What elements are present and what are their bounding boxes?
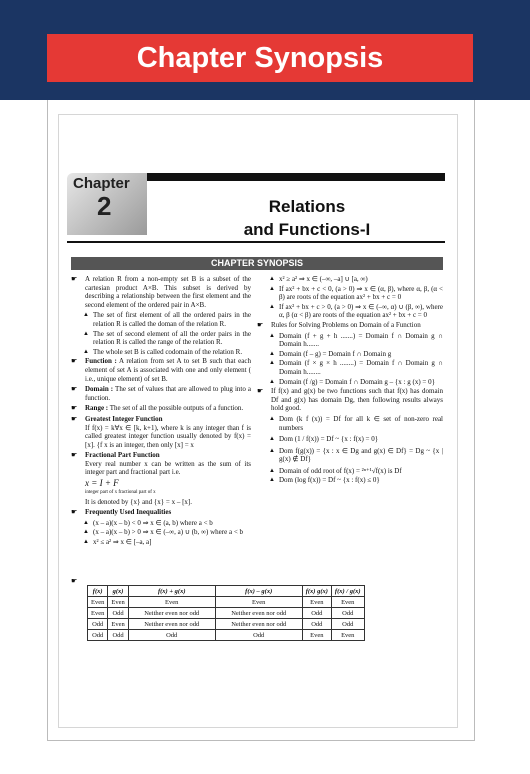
triangle-bullet-icon: ▲ <box>83 330 89 337</box>
table-cell: Odd <box>128 630 215 641</box>
table-cell: Odd <box>302 619 331 630</box>
list-item: ▲ Domain (f + g + h .......) = Domain f ∩ Domain g ∩ Domain h....... <box>269 331 443 349</box>
list-item: ▲ Domain (f × g × h ........) = Domain f ∩ Domain g ∩ Domain h........ <box>269 359 443 376</box>
pointing-hand-icon: ☛ <box>257 387 264 396</box>
triangle-bullet-icon: ▲ <box>83 348 89 355</box>
triangle-bullet-icon: ▲ <box>269 477 275 484</box>
triangle-bullet-icon: ▲ <box>269 360 275 367</box>
table-cell: Neither even nor odd <box>215 619 302 630</box>
chapter-number: 2 <box>97 191 112 221</box>
table-header: f(x) + g(x) <box>128 586 215 597</box>
table-cell: Odd <box>302 608 331 619</box>
list-item: ▲ If ax² + bx + c < 0, (a > 0) ⇒ x ∈ (α, β), where α, β, (α < β) are roots of the equation ax² + bx + c = 0 <box>269 284 443 302</box>
table-cell: Even <box>108 619 128 630</box>
table-header: g(x) <box>108 586 128 597</box>
table-row <box>88 619 365 630</box>
triangle-bullet-icon: ▲ <box>269 303 275 310</box>
chapter-word: Chapter <box>73 175 130 192</box>
fpf-equation: x = I + F <box>85 478 119 489</box>
list-item: ▲ Domain (f /g) = Domain f ∩ Domain g – {x : g (x) = 0} <box>269 377 435 386</box>
list-item: ☛ A relation R from a non-empty set B is a subset of the cartesian product A×B. This subset is derived by describing a relationship between the first element and the second element of the ordered pair in A×B. <box>71 275 251 309</box>
list-item: ▲ Dom (log f(x)) = Df ~ {x : f(x) ≤ 0} <box>269 476 380 485</box>
triangle-bullet-icon: ▲ <box>269 350 275 357</box>
triangle-bullet-icon: ▲ <box>269 276 275 282</box>
chapter-number-box <box>67 173 147 235</box>
pointing-hand-icon: ☛ <box>71 508 78 517</box>
table-cell: Odd <box>88 630 108 641</box>
triangle-bullet-icon: ▲ <box>83 519 89 526</box>
pointing-hand-icon: ☛ <box>71 357 78 366</box>
table-header: f(x) – g(x) <box>215 586 302 597</box>
right-column <box>257 275 443 486</box>
chapter-title-line1: Relations <box>268 197 346 216</box>
table-cell: Even <box>331 630 364 641</box>
list-item: ▲ The whole set B is called codomain of the relation R. <box>83 347 243 356</box>
table-cell: Odd <box>88 619 108 630</box>
list-item: ☛ Range : The set of all the possible outputs of a function. <box>71 404 244 413</box>
pointing-hand-icon: ☛ <box>71 451 78 460</box>
table-cell: Even <box>302 630 331 641</box>
table-row <box>88 630 365 641</box>
list-item: ▲ x² ≤ a² ⇒ x ∈ [–a, a] <box>83 538 152 547</box>
table-header: f(x) / g(x) <box>331 586 364 597</box>
list-item: ▲ Dom f(g(x)) = {x : x ∈ Dg and g(x) ∈ Df} = Dg ~ {x | g(x) ∉ Df} <box>269 446 443 464</box>
chapter-title-line2: and Functions-I <box>243 220 371 239</box>
list-item: ▲ Dom (1 / f(x)) = Df ~ {x : f(x) = 0} <box>269 435 379 444</box>
table-cell: Odd <box>331 619 364 630</box>
table-cell: Neither even nor odd <box>128 608 215 619</box>
left-column <box>71 275 251 548</box>
pointing-hand-icon: ☛ <box>71 414 78 423</box>
table-cell: Odd <box>108 630 128 641</box>
triangle-bullet-icon: ▲ <box>83 539 89 546</box>
list-item: ☛ Function : A relation from set A to set B such that each element of set A is associated with one and only element ( i.e., unique element) of set B. <box>71 357 251 383</box>
triangle-bullet-icon: ▲ <box>83 529 89 536</box>
table-cell: Even <box>331 597 364 608</box>
textbook-page <box>58 114 458 728</box>
table-cell: Even <box>128 597 215 608</box>
chapter-top-bar <box>147 173 445 181</box>
chapter-title <box>187 195 427 241</box>
list-item: ▲ (x – a)(x – b) < 0 ⇒ x ∈ (a, b) where a < b <box>83 518 213 527</box>
list-item: ▲ The set of first element of all the ordered pairs in the relation R is called the doman of the relation R. <box>83 311 251 328</box>
triangle-bullet-icon: ▲ <box>269 332 275 339</box>
pointing-hand-icon: ☛ <box>257 320 264 329</box>
table-cell: Odd <box>331 608 364 619</box>
table-cell: Even <box>88 597 108 608</box>
table-header-row <box>88 586 365 597</box>
table-row <box>88 608 365 619</box>
pointing-hand-icon: ☛ <box>71 577 78 585</box>
triangle-bullet-icon: ▲ <box>83 312 89 319</box>
table-cell: Odd <box>108 608 128 619</box>
table-cell: Odd <box>215 630 302 641</box>
list-item: ▲ Dom (k f (x)) = Df for all k ∈ set of non-zero real numbers <box>269 414 443 432</box>
triangle-bullet-icon: ▲ <box>269 285 275 292</box>
table-cell: Even <box>302 597 331 608</box>
fpf-labels: integer part of x fractional part of x <box>85 489 156 495</box>
triangle-bullet-icon: ▲ <box>269 378 275 385</box>
pointing-hand-icon: ☛ <box>71 275 78 283</box>
table-cell: Even <box>108 597 128 608</box>
list-item: ▲ The set of second element of all the order pairs in the relation R is called the range of the relation R. <box>83 329 251 347</box>
table-header: f(x) <box>88 586 108 597</box>
chapter-header <box>67 173 445 247</box>
list-item: ▲ (x – a)(x – b) > 0 ⇒ x ∈ (–∞, a) ∪ (b, ∞) where a < b <box>83 528 244 537</box>
list-item: ☛ Frequently Used Inequalities <box>71 508 172 517</box>
list-item: ▲ Domain (f – g) = Domain f ∩ Domain g <box>269 349 392 358</box>
table-header: f(x) g(x) <box>302 586 331 597</box>
list-item: ☛ Fractional Part Function Every real number x can be written as the sum of its integer part and fractional part i.e. <box>71 451 251 477</box>
list-item: ▲ Domain of odd root of f(x) = ²ⁿ⁺¹√f(x) is Df <box>269 466 402 475</box>
pointing-hand-icon: ☛ <box>71 385 78 394</box>
table-cell: Even <box>88 608 108 619</box>
triangle-bullet-icon: ▲ <box>269 467 275 474</box>
table-cell: Neither even nor odd <box>128 619 215 630</box>
list-item: ☛ If f(x) and g(x) be two functions such that f(x) has domain Df and g(x) has domain Dg, then following results always hold good. <box>257 387 443 413</box>
table-cell: Even <box>215 597 302 608</box>
pointing-hand-icon: ☛ <box>71 404 78 413</box>
triangle-bullet-icon: ▲ <box>269 436 275 443</box>
list-item: ▲ x² ≥ a² ⇒ x ∈ (–∞, –a] ∪ [a, ∞) <box>269 275 368 283</box>
chapter-underline <box>67 241 445 243</box>
list-item: ☛ Rules for Solving Problems on Domain of a Function <box>257 320 421 329</box>
table-cell: Neither even nor odd <box>215 608 302 619</box>
chapter-synopsis-banner: Chapter Synopsis <box>47 34 473 82</box>
fpf-note: It is denoted by {x} and {x} = x – [x]. <box>85 497 193 506</box>
table-row <box>88 597 365 608</box>
triangle-bullet-icon: ▲ <box>269 447 275 454</box>
list-item: ☛ Domain : The set of values that are allowed to plug into a function. <box>71 385 252 402</box>
list-item: ☛ Greatest Integer Function If f(x) = k∀x ∈ [k, k+1), where k is any integer than f is called greatest integer function usually denoted by f(x) = [x]. {f x is an integer, then only [x] = x <box>71 414 251 449</box>
triangle-bullet-icon: ▲ <box>269 415 275 422</box>
parity-table <box>87 585 365 641</box>
list-item: ▲ If ax² + bx + c > 0, (a > 0) ⇒ x ∈ (–∞, α) ∪ (β, ∞), where α, β (α < β) are roots of the equation ax² + bx + c = 0 <box>269 302 443 320</box>
section-bar: CHAPTER SYNOPSIS <box>71 257 443 270</box>
